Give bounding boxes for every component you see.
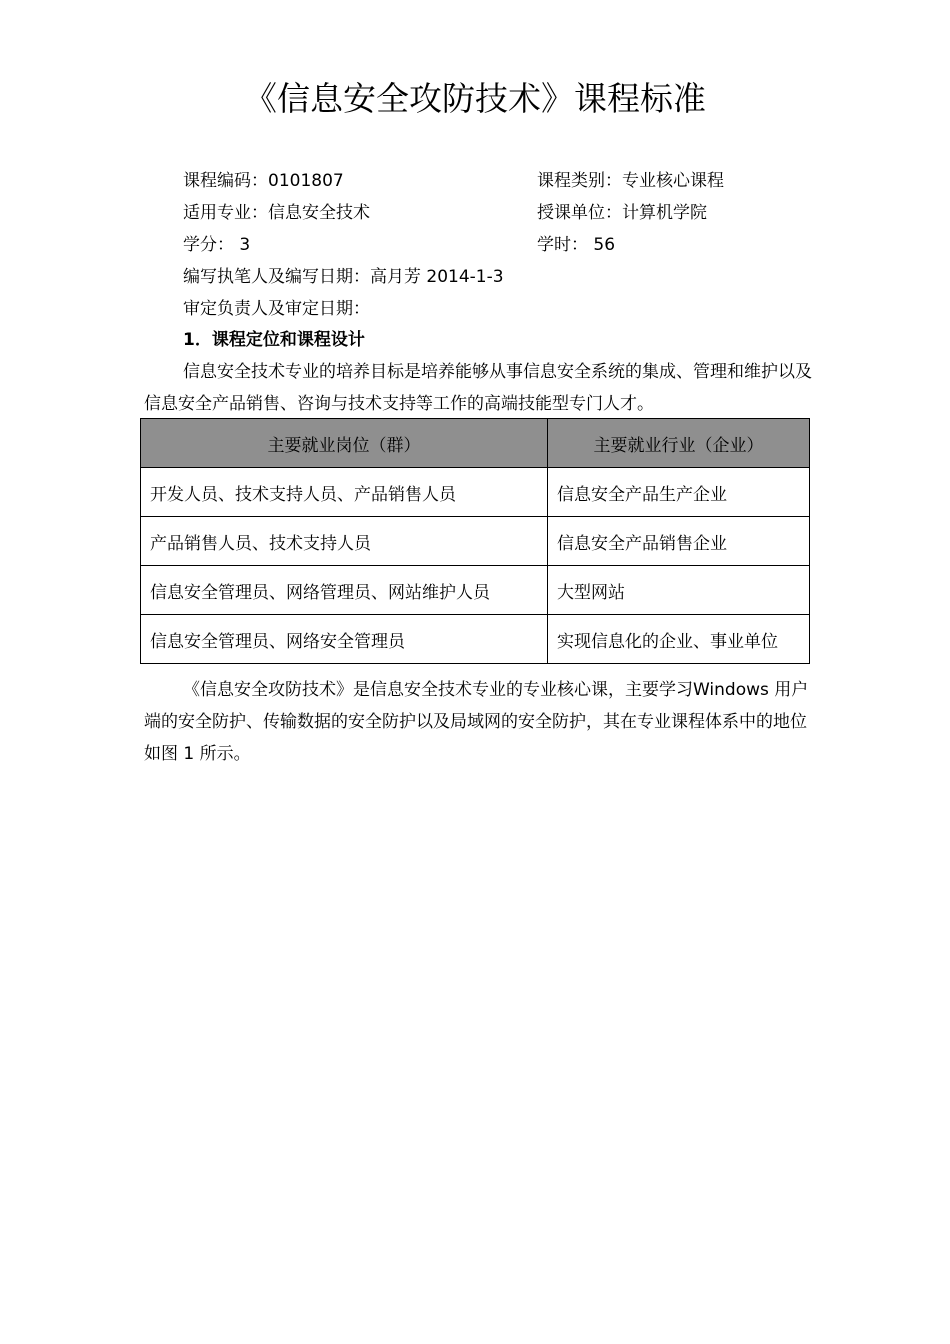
employment-table — [140, 418, 810, 664]
reviewer-and-date: 审定负责人及审定日期： — [183, 299, 370, 319]
author-and-date: 编写执笔人及编写日期：高月芳 2014-1-3 — [183, 267, 504, 287]
table-cell-industry: 实现信息化的企业、事业单位 — [548, 615, 810, 664]
course-category: 课程类别：专业核心课程 — [537, 171, 724, 191]
class-hours: 学时： 56 — [537, 235, 616, 255]
table-cell-position: 信息安全管理员、网络安全管理员 — [141, 615, 548, 664]
credits: 学分： 3 — [183, 235, 251, 255]
column-header-positions: 主要就业岗位（群） — [141, 419, 548, 468]
course-code: 课程编码：0101807 — [183, 171, 344, 191]
intro-paragraph: 信息安全技术专业的培养目标是培养能够从事信息安全系统的集成、管理和维护以及信息安全产品销售、咨询与技术支持等工作的高端技能型专门人才。 — [144, 362, 812, 414]
table-cell-position: 开发人员、技术支持人员、产品销售人员 — [141, 468, 548, 517]
table-row — [141, 468, 810, 517]
table-row — [141, 517, 810, 566]
table-cell-industry: 大型网站 — [548, 566, 810, 615]
table-cell-position: 信息安全管理员、网络管理员、网站维护人员 — [141, 566, 548, 615]
column-header-industries: 主要就业行业（企业） — [548, 419, 810, 468]
table-cell-industry: 信息安全产品生产企业 — [548, 468, 810, 517]
table-header-row — [141, 419, 810, 468]
course-description-paragraph: 《信息安全攻防技术》是信息安全技术专业的专业核心课，主要学习Windows 用户端的安全防护、传输数据的安全防护以及局域网的安全防护，其在专业课程体系中的地位如图 1 所示。 — [144, 680, 809, 764]
document-title: 《信息安全攻防技术》课程标准 — [244, 79, 706, 118]
teaching-department: 授课单位：计算机学院 — [537, 203, 707, 223]
table-cell-industry: 信息安全产品销售企业 — [548, 517, 810, 566]
applicable-major: 适用专业：信息安全技术 — [183, 203, 370, 223]
table-row — [141, 566, 810, 615]
table-cell-position: 产品销售人员、技术支持人员 — [141, 517, 548, 566]
section-heading: 1．课程定位和课程设计 — [183, 330, 365, 350]
table-row — [141, 615, 810, 664]
